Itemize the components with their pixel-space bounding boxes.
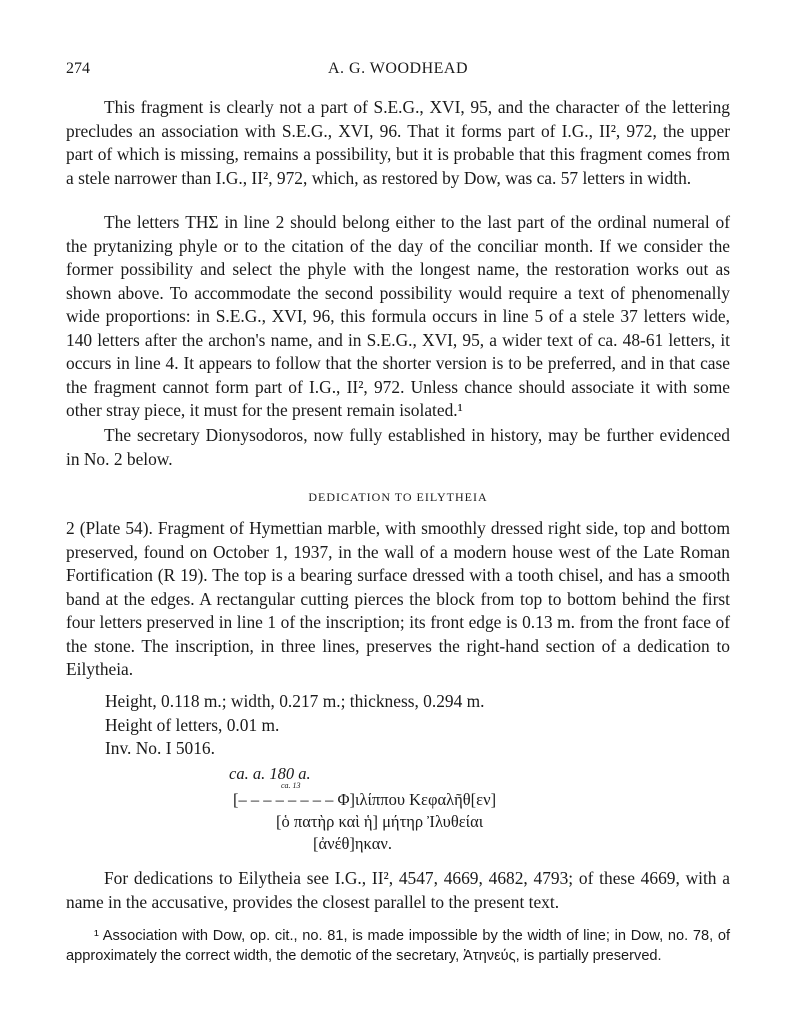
section-title-text: DEDICATION TO EILYTHEIA: [308, 490, 488, 504]
epigraph-line-1: [233, 781, 794, 810]
paragraph-1: [66, 96, 730, 190]
page-number: 274: [66, 60, 90, 77]
paragraph-4-text: 2 (Plate 54). Fragment of Hymettian marble, with smoothly dressed right side, top and bottom preserved, found on October 1, 1937, in the wall of a modern house west of the Late Roman Fortification (R 19). The top is a bearing surface dressed with a tooth chisel, and has a smooth band at the edges. A rectangular cutting pierces the block from top to bottom behind the first four letters preserved in line 1 of the inscription; its front edge is 0.13 m. from the front face of the stone. The inscription, in three lines, preserves the right-hand section of a dedication to Eilytheia.: [66, 518, 730, 679]
epigraph-line-1-text: [– – – – – – – – Φ]ιλίππου Κεφαλῆθ[εν]: [233, 790, 497, 809]
measurement-line: Inv. No. I 5016.: [105, 738, 215, 758]
running-head: A. G. WOODHEAD: [327, 60, 469, 77]
paragraph-5-text: For dedications to Eilytheia see I.G., II², 4547, 4669, 4682, 4793; of these 4669, with a name in the accusative, provides the closest parallel to the present text.: [66, 868, 730, 912]
measurements: [105, 690, 485, 761]
paragraph-3-text: The secretary Dionysodoros, now fully established in history, may be further evidenced in No. 2 below.: [66, 425, 730, 469]
measurement-line: Height, 0.118 m.; width, 0.217 m.; thickness, 0.294 m.: [105, 691, 485, 711]
measurement-line: Height of letters, 0.01 m.: [105, 714, 280, 735]
footnote-text: ¹ Association with Dow, op. cit., no. 81, is made impossible by the width of line; in Dow, no. 78, of approximately the correct width, the demotic of the secretary, Ἀτηνεύς, is partially preserved.: [66, 928, 730, 964]
paragraph-1-text: This fragment is clearly not a part of S.E.G., XVI, 95, and the character of the lettering precludes an association with S.E.G., XVI, 96. That it forms part of I.G., II², 972, the upper part of which is missing, remains a possibility, but it is probable that this fragment comes from a stele narrower than I.G., II², 972, which, as restored by Dow, was ca. 57 letters in width.: [66, 97, 730, 188]
epigraph-line-3-text: [ἀνέθ]ηκαν.: [313, 834, 392, 853]
epigraph-line-2-text: [ὁ πατὴρ καὶ ἡ] μήτηρ Ἰλυθείαι: [276, 812, 484, 831]
paragraph-4: [66, 517, 730, 682]
paragraph-5: [66, 867, 730, 914]
paragraph-2-text: The letters ΤΗΣ in line 2 should belong either to the last part of the ordinal numeral of the prytanizing phyle or to the citation of the day of the conciliar month. If we consider the former possibility and select the phyle with the longest name, the restoration works out as shown above. To accommodate the second possibility would require a text of phenomenally wide proportions: in S.E.G., XVI, 96, this formula occurs in line 5 of a stele 37 letters wide, 140 letters after the archon's name, and in S.E.G., XVI, 95, a wider text of ca. 48-61 letters, it occurs in line 4. It appears to follow that the shorter version is to be preferred, and in that case the fragment cannot form part of I.G., II², 972. Unless chance should associate it with some other stray piece, it must for the present remain isolated.¹: [66, 212, 730, 420]
section-title: [66, 489, 730, 506]
footnote: [66, 926, 730, 966]
epigraph-date-text: ca. a. 180 a.: [229, 764, 311, 783]
page-header: [66, 60, 730, 84]
paragraph-2: [66, 211, 730, 423]
paragraph-3: [66, 424, 730, 471]
epigraph-line-2: [276, 812, 483, 832]
epigraph-ca13: ca. 13: [281, 781, 301, 790]
epigraph-line-3: [313, 834, 392, 854]
